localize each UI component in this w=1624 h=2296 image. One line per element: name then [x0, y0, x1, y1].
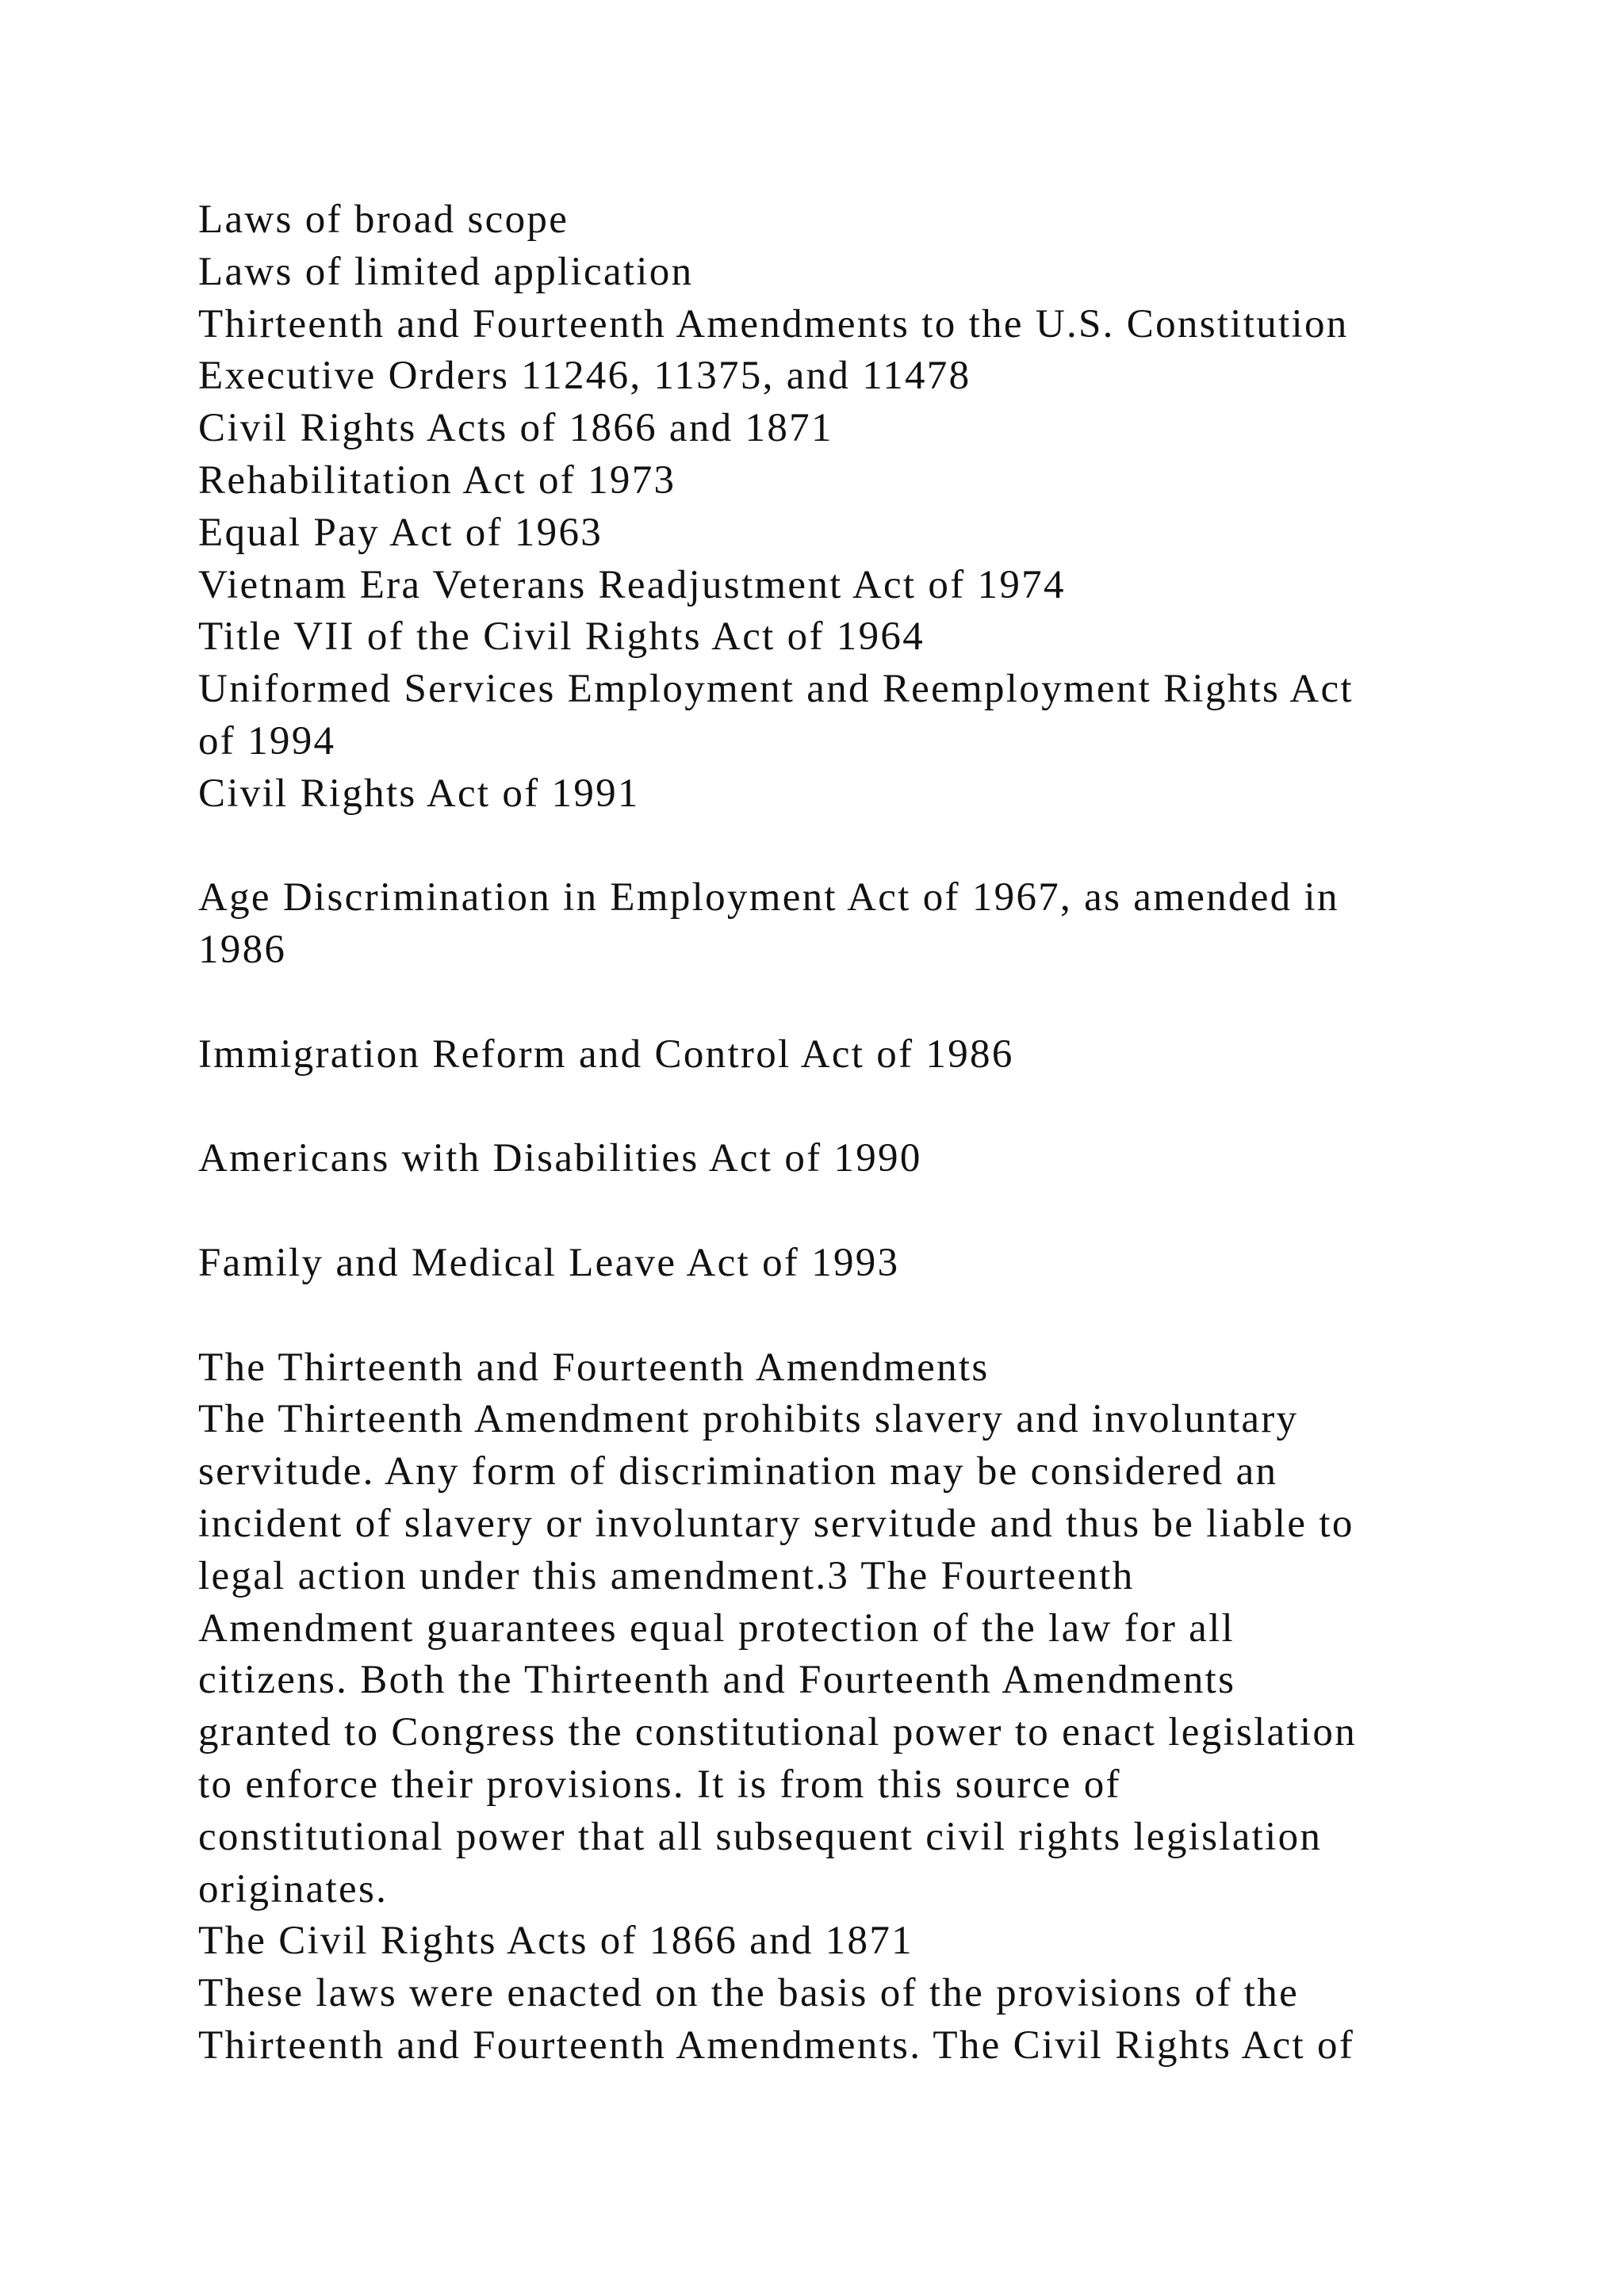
list-item-ada: Americans with Disabilities Act of 1990 — [198, 1136, 922, 1181]
list-item-title-vii: Title VII of the Civil Rights Act of 1964 — [198, 614, 925, 660]
list-item-civil-rights-1991: Civil Rights Act of 1991 — [198, 771, 640, 816]
paragraph-line: These laws were enacted on the basis of the provisions of the — [198, 1971, 1300, 2016]
paragraph-line: citizens. Both the Thirteenth and Fourteenth Amendments — [198, 1658, 1236, 1703]
list-item-executive-orders: Executive Orders 11246, 11375, and 11478 — [198, 354, 971, 399]
spacer — [198, 821, 1483, 873]
paragraph-line: originates. — [198, 1866, 389, 1911]
section-heading-amendments: The Thirteenth and Fourteenth Amendments — [198, 1345, 990, 1390]
list-item-adea-line2: 1986 — [198, 928, 287, 973]
paragraph-line: Amendment guarantees equal protection of the law for all — [198, 1605, 1235, 1651]
list-item-laws-broad-scope: Laws of broad scope — [198, 197, 569, 242]
spacer — [198, 977, 1483, 1029]
spacer — [198, 1290, 1483, 1342]
list-item-immigration-act: Immigration Reform and Control Act of 1986 — [198, 1031, 1014, 1077]
list-item-amendments: Thirteenth and Fourteenth Amendments to the U.S. Constitution — [198, 301, 1349, 346]
paragraph-line: constitutional power that all subsequent civil rights legislation — [198, 1814, 1323, 1859]
list-item-fmla: Family and Medical Leave Act of 1993 — [198, 1240, 900, 1285]
list-item-vietnam-veterans-act: Vietnam Era Veterans Readjustment Act of 1974 — [198, 562, 1066, 607]
spacer — [198, 1185, 1483, 1238]
list-item-equal-pay-act: Equal Pay Act of 1963 — [198, 510, 603, 555]
paragraph-line: The Thirteenth Amendment prohibits slavery and involuntary — [198, 1397, 1299, 1442]
paragraph-line: to enforce their provisions. It is from this source of — [198, 1762, 1121, 1807]
paragraph-line: legal action under this amendment.3 The Fourteenth — [198, 1553, 1135, 1598]
section-heading-civil-rights-acts: The Civil Rights Acts of 1866 and 1871 — [198, 1919, 914, 1964]
list-item-adea-line1: Age Discrimination in Employment Act of 1967, as amended in — [198, 875, 1339, 920]
spacer — [198, 1081, 1483, 1134]
list-item-rehabilitation-act: Rehabilitation Act of 1973 — [198, 457, 676, 503]
list-item-civil-rights-1866-1871: Civil Rights Acts of 1866 and 1871 — [198, 406, 833, 451]
list-item-userra-line1: Uniformed Services Employment and Reemployment Rights Act — [198, 667, 1354, 712]
list-item-laws-limited-application: Laws of limited application — [198, 249, 694, 294]
paragraph-line: granted to Congress the constitutional power to enact legislation — [198, 1710, 1358, 1755]
paragraph-line: servitude. Any form of discrimination may be considered an — [198, 1449, 1278, 1494]
paragraph-line: Thirteenth and Fourteenth Amendments. The Civil Rights Act of — [198, 2022, 1355, 2068]
paragraph-line: incident of slavery or involuntary servitude and thus be liable to — [198, 1501, 1354, 1546]
document-page — [198, 194, 1483, 2072]
list-item-userra-line2: of 1994 — [198, 718, 336, 763]
